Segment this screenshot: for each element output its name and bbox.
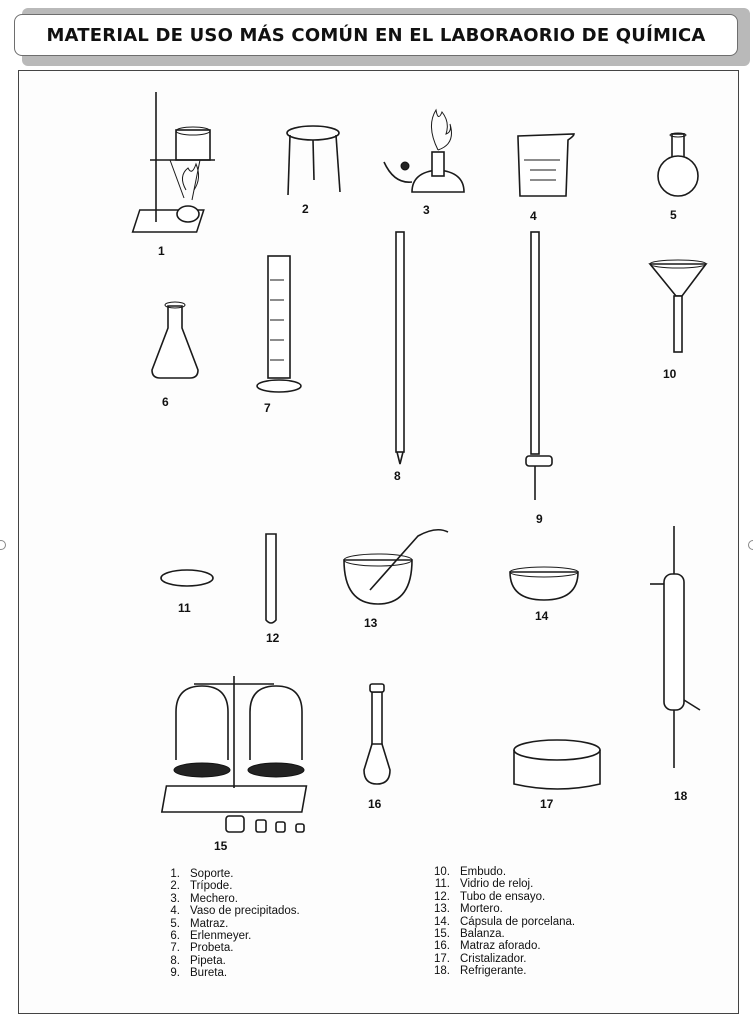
bureta-drawing	[526, 232, 552, 500]
probeta-drawing	[257, 256, 301, 392]
legend-item: 17. Cristalizador.	[434, 952, 527, 965]
legend-item: 15. Balanza.	[434, 928, 505, 941]
legend-item: 6. Erlenmeyer.	[170, 930, 252, 943]
item-number-2: 2	[302, 202, 309, 216]
tripode-drawing	[287, 126, 340, 195]
balanza-drawing	[162, 676, 307, 832]
erlenmeyer-drawing	[152, 302, 198, 378]
legend-item: 1. Soporte.	[170, 868, 234, 880]
legend-item: 16. Matraz aforado.	[434, 940, 541, 953]
item-number-15: 15	[214, 839, 228, 853]
legend-item: 5. Matraz.	[170, 917, 229, 930]
item-number-9: 9	[536, 512, 543, 526]
soporte-drawing	[133, 92, 215, 232]
item-number-5: 5	[670, 208, 677, 222]
legend-item: 14. Cápsula de porcelana.	[434, 915, 576, 928]
item-number-17: 17	[540, 797, 554, 811]
item-number-8: 8	[394, 469, 401, 483]
legend-left	[160, 868, 300, 980]
item-number-12: 12	[266, 631, 280, 645]
item-number-6: 6	[162, 395, 169, 409]
legend-item: 18. Refrigerante.	[434, 965, 527, 978]
cristalizador-drawing	[514, 740, 600, 789]
legend-item: 11. Vidrio de reloj.	[434, 878, 534, 891]
item-number-13: 13	[364, 616, 378, 630]
mechero-drawing	[384, 110, 464, 192]
legend-item: 7. Probeta.	[170, 942, 234, 955]
matraz-aforado-drawing	[364, 684, 390, 784]
matraz-drawing	[658, 133, 698, 196]
item-number-1: 1	[158, 244, 165, 258]
embudo-drawing	[650, 260, 706, 352]
item-number-18: 18	[674, 789, 688, 803]
capsula-drawing	[510, 567, 578, 600]
item-number-7: 7	[264, 401, 271, 415]
item-number-11: 11	[178, 601, 191, 615]
item-number-10: 10	[663, 367, 677, 381]
mortero-drawing	[344, 530, 448, 604]
legend-item: 8. Pipeta.	[170, 954, 226, 967]
item-number-14: 14	[535, 609, 549, 623]
tubo-ensayo-drawing	[266, 534, 276, 623]
legend-item: 2. Trípode.	[170, 880, 233, 893]
legend-item: 9. Bureta.	[170, 967, 228, 980]
vidrio-reloj-drawing	[161, 570, 213, 586]
legend-item: 3. Mechero.	[170, 892, 238, 905]
legend-right	[430, 866, 575, 978]
item-number-4: 4	[530, 209, 537, 223]
item-number-16: 16	[368, 797, 382, 811]
vaso-precipitados-drawing	[518, 134, 574, 196]
legend-item: 4. Vaso de precipitados.	[170, 905, 300, 918]
page-title: MATERIAL DE USO MÁS COMÚN EN EL LABORAORIO DE QUÍMICA	[14, 14, 738, 56]
refrigerante-drawing	[650, 526, 700, 768]
item-number-3: 3	[423, 203, 430, 217]
legend-item: 13. Mortero.	[434, 903, 503, 916]
legend-item: 10. Embudo.	[434, 866, 507, 878]
legend-item: 12. Tubo de ensayo.	[434, 890, 546, 903]
pipeta-drawing	[396, 232, 404, 464]
